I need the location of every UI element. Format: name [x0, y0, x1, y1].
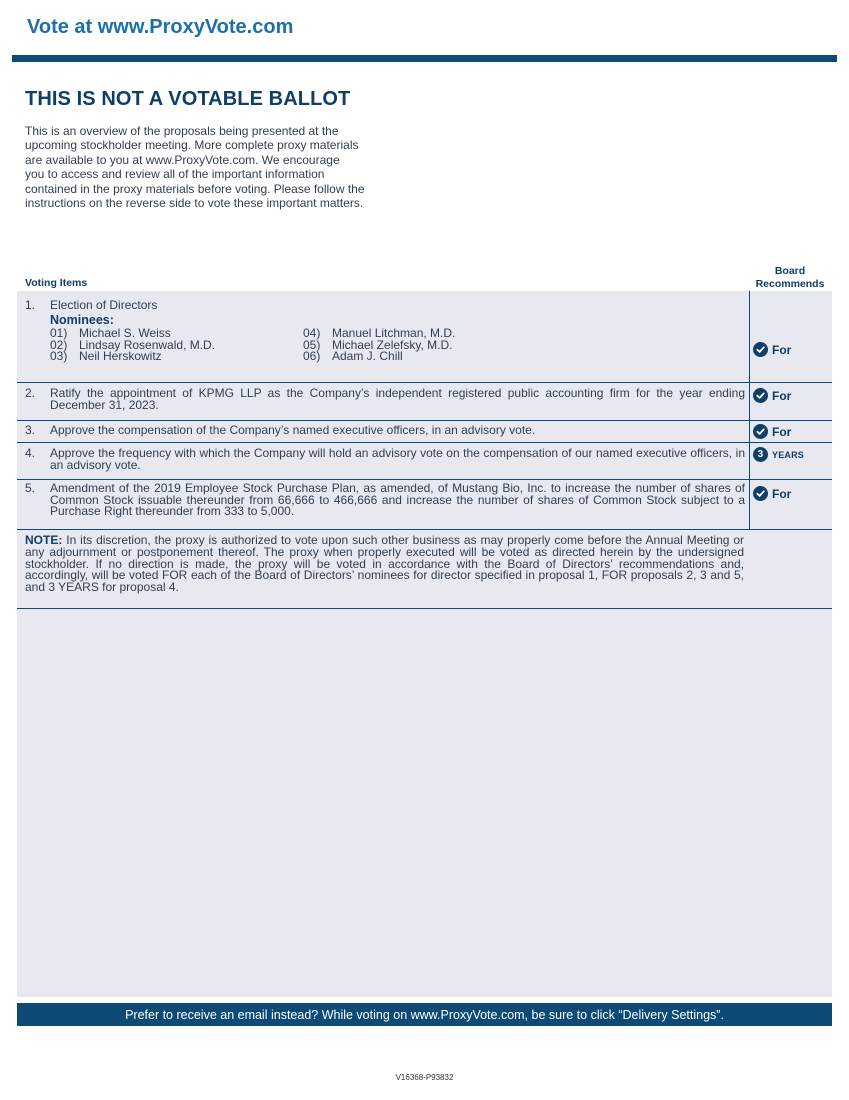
ballot-title: THIS IS NOT A VOTABLE BALLOT — [25, 88, 351, 110]
intro-line: instructions on the reverse side to vote these important matters. — [25, 196, 364, 211]
note-label: NOTE: — [25, 533, 63, 547]
nominees-label: Nominees: — [50, 312, 114, 327]
voting-item-row — [17, 443, 832, 480]
voting-item-row — [17, 480, 832, 530]
recommendation: 3 YEARS — [753, 447, 804, 462]
intro-line: contained in the proxy materials before voting. Please follow the — [25, 181, 365, 196]
item-number: 3. — [25, 423, 36, 437]
header-rule — [12, 55, 837, 62]
item-text: Amendment of the 2019 Employee Stock Purchase Plan, as amended, of Mustang Bio, Inc. to increase the number of shares of Common Stock issuable thereunder from 66,666 to 466,666 and increase the number of shares of Common Stock subject to a Purchase Right thereunder from 333 to 5,000. — [50, 481, 745, 518]
voting-item-row — [17, 383, 832, 421]
check-circle-icon — [753, 388, 768, 403]
header-title: Vote at www.ProxyVote.com — [27, 16, 294, 38]
recommendation-cell — [749, 291, 833, 382]
check-circle-icon — [753, 342, 768, 357]
intro-line: you to access and review all of the important information — [25, 167, 325, 182]
note-paragraph — [25, 535, 744, 594]
item-text: Ratify the appointment of KPMG LLP as the Company’s independent registered public accounting firm for the year ending December 31, 2023. — [50, 386, 745, 412]
intro-paragraph — [25, 124, 417, 210]
item-text: Election of Directors — [50, 298, 158, 312]
banner-text: Prefer to receive an email instead? While voting on www.ProxyVote.com, be sure to click “Delivery Settings”. — [125, 1007, 724, 1022]
item-text: Approve the compensation of the Company’s named executive officers, in an advisory vote. — [50, 423, 536, 437]
nominee: 02) Lindsay Rosenwald, M.D. — [50, 337, 216, 352]
nominee: 01) Michael S. Weiss — [50, 326, 171, 340]
check-circle-icon — [753, 424, 768, 439]
intro-line: are available to you at www.ProxyVote.com. We encourage — [25, 152, 340, 167]
nominees-list — [50, 328, 745, 363]
recommendation-cell — [749, 421, 833, 442]
item-number: 5. — [25, 481, 36, 495]
delivery-settings-banner — [17, 1003, 832, 1026]
recommendation-cell — [749, 383, 833, 420]
board-recommends-header: Board Recommends — [755, 265, 825, 290]
nominee: 06) Adam J. Chill — [303, 349, 403, 363]
intro-line: upcoming stockholder meeting. More complete proxy materials — [25, 138, 359, 153]
item-number: 2. — [25, 386, 36, 400]
recommendation-cell — [749, 443, 833, 479]
voting-item-row — [17, 421, 832, 443]
nominee: 04) Manuel Litchman, M.D. — [303, 326, 456, 340]
note-divider — [17, 608, 832, 609]
recommendation: For — [753, 388, 791, 403]
recommendation-cell — [749, 480, 833, 529]
item-text: Approve the frequency with which the Company will hold an advisory vote on the compensation of our named executive officers, in an advisory vote. — [50, 446, 745, 472]
recommendation: For — [753, 486, 791, 501]
nominee: 03) Neil Herskowitz — [50, 349, 162, 363]
item-number: 1. — [25, 298, 36, 312]
voting-item-row — [17, 291, 832, 383]
item-number: 4. — [25, 446, 36, 460]
recommendation: For — [753, 424, 791, 439]
number-three-circle-icon: 3 — [753, 447, 768, 462]
document-code: V16368-P93832 — [395, 1073, 454, 1082]
recommendation: For — [753, 342, 791, 357]
note-text: In its discretion, the proxy is authorized to vote upon such other business as may properly come before the Annual Meeting or any adjournment or postponement thereof. The proxy when properly executed will be voted as directed herein by the undersigned stockholder. If no direction is made, the proxy will be voted in accordance with the Board of Directors’ recommendations and, accordingly, will be voted FOR each of the Board of Directors’ nominees for director specified in proposal 1, FOR proposals 2, 3 and 5, and 3 YEARS for proposal 4. — [25, 533, 744, 595]
nominee: 05) Michael Zelefsky, M.D. — [303, 337, 453, 352]
intro-line: This is an overview of the proposals being presented at the — [25, 124, 339, 138]
check-circle-icon — [753, 486, 768, 501]
voting-items-header: Voting Items — [25, 277, 88, 289]
